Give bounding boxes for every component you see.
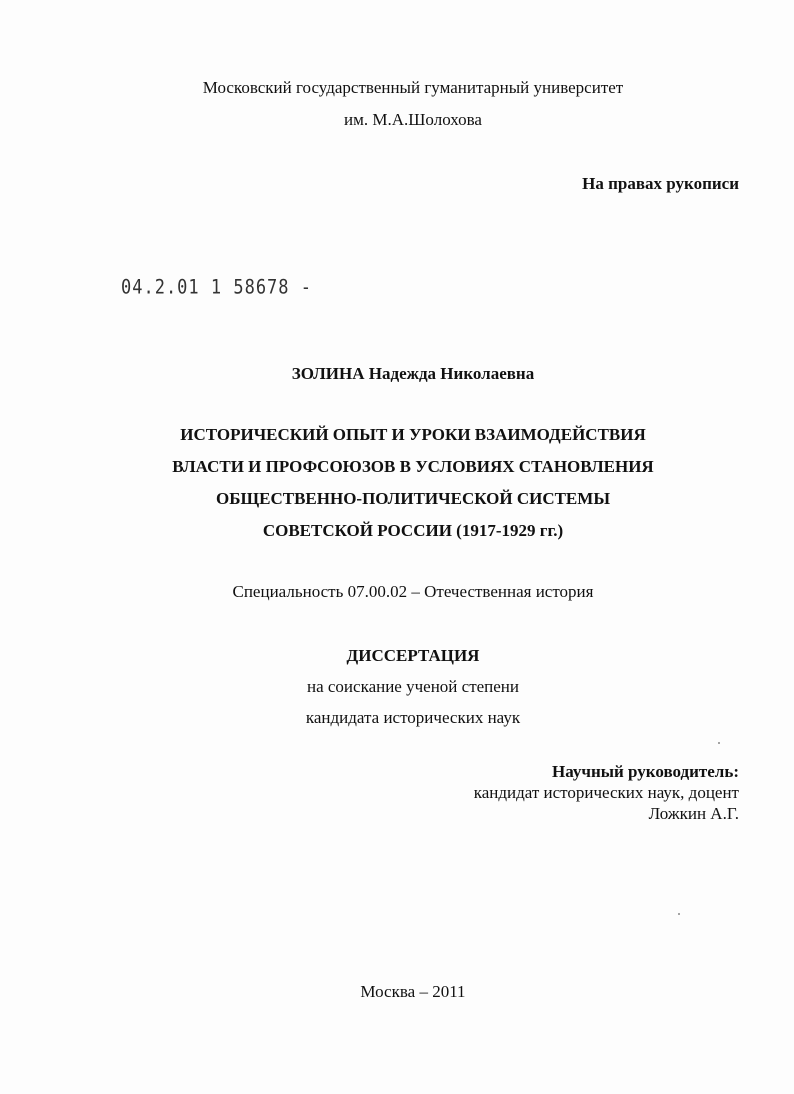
title-line-4: СОВЕТСКОЙ РОССИИ (1917-1929 гг.): [262, 521, 564, 540]
title-line-1: ИСТОРИЧЕСКИЙ ОПЫТ И УРОКИ ВЗАИМОДЕЙСТВИЯ: [180, 425, 646, 444]
work-type-line-1: на соискание ученой степени: [306, 677, 520, 696]
title-line-2: ВЛАСТИ И ПРОФСОЮЗОВ В УСЛОВИЯХ СТАНОВЛЕНИЯ: [172, 457, 654, 476]
scan-speck: [718, 742, 720, 744]
specialty: Специальность 07.00.02 – Отечественная история: [232, 582, 594, 601]
place-and-year: Москва – 2011: [360, 982, 466, 1001]
university-named-after: им. М.А.Шолохова: [344, 110, 482, 129]
title-line-3: ОБЩЕСТВЕННО-ПОЛИТИЧЕСКОЙ СИСТЕМЫ: [215, 489, 611, 508]
supervisor-heading: Научный руководитель:: [552, 762, 739, 781]
supervisor-name: Ложкин А.Г.: [648, 804, 739, 823]
supervisor-degree: кандидат исторических наук, доцент: [473, 783, 739, 802]
work-type-heading: ДИССЕРТАЦИЯ: [346, 646, 480, 665]
scan-speck: [678, 913, 680, 915]
archive-stamp: 04.2.01 1 58678 -: [121, 276, 312, 299]
work-type-line-2: кандидата исторических наук: [305, 708, 521, 727]
manuscript-note: На правах рукописи: [582, 174, 739, 193]
author-name: ЗОЛИНА Надежда Николаевна: [291, 364, 535, 383]
university-name: Московский государственный гуманитарный университет: [202, 78, 624, 97]
